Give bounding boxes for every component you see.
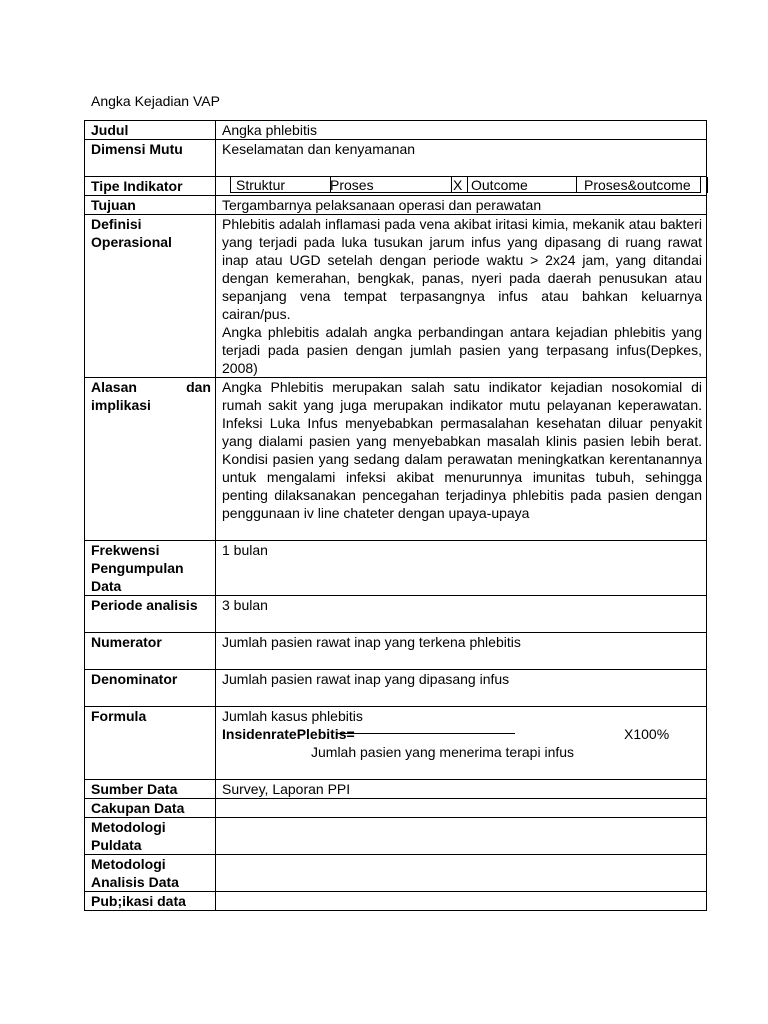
- label-periode-analisis: Periode analisis: [85, 596, 216, 633]
- row-metodologi-analisis: [85, 855, 707, 892]
- row-alasan-implikasi: [85, 378, 707, 541]
- row-tujuan: [85, 196, 707, 215]
- denominator-text: Jumlah pasien rawat inap yang dipasang infus: [222, 671, 510, 687]
- row-metodologi-puldata: [85, 818, 707, 855]
- tipe-option-mark: X: [451, 177, 468, 193]
- label-line: Analisis Data: [91, 874, 179, 890]
- tipe-option-struktur: Struktur: [230, 177, 331, 193]
- value-metodologi-puldata: [216, 818, 707, 855]
- value-judul: Angka phlebitis: [216, 121, 707, 140]
- value-alasan-implikasi: [216, 378, 707, 541]
- fraction-bar: [337, 733, 515, 734]
- value-numerator: [216, 633, 707, 670]
- row-tipe-indikator: [85, 177, 707, 196]
- label-line: Frekwensi: [91, 542, 160, 558]
- tipe-option-proses: Proses: [324, 177, 452, 193]
- formula-multiplier: X100%: [624, 726, 670, 742]
- indicator-table: [84, 120, 707, 911]
- tipe-option-proses-outcome: Proses&outcome: [578, 177, 708, 193]
- label-definisi-operasional: [85, 215, 216, 378]
- value-frekwensi: 1 bulan: [216, 541, 707, 596]
- document-title: Angka Kejadian VAP: [91, 93, 220, 109]
- spacer: [222, 522, 702, 540]
- label-judul: Judul: [85, 121, 216, 140]
- definisi-paragraph-1: Phlebitis adalah inflamasi pada vena akibat iritasi kimia, mekanik atau bakteri yang terjadi pada luka tusukan jarum infus yang dipasang di ruang rawat inap atau UGD setelah dengan periode waktu > 2x24 jam, yang ditandai dengan kemerahan, bengkak, panas, nyeri pada daerah penusukan atau sepanjang vena tempat terpasangnya infus atau bahkan keluarnya cairan/pus.: [222, 216, 702, 322]
- label-line: Metodologi: [91, 819, 166, 835]
- label-publikasi-data: Pub;ikasi data: [85, 892, 216, 911]
- row-dimensi-mutu: [85, 140, 707, 177]
- row-cakupan-data: [85, 799, 707, 818]
- label-tujuan: Tujuan: [85, 196, 216, 215]
- value-cakupan-data: [216, 799, 707, 818]
- numerator-text: Jumlah pasien rawat inap yang terkena phlebitis: [222, 634, 521, 650]
- label-metodologi-analisis: [85, 855, 216, 892]
- label-line: Operasional: [91, 234, 172, 250]
- label-numerator: Numerator: [85, 633, 216, 670]
- value-formula: [216, 707, 707, 780]
- value-metodologi-analisis: [216, 855, 707, 892]
- alasan-text: Angka Phlebitis merupakan salah satu indikator kejadian nosokomial di rumah sakit yang juga merupakan indikator mutu pelayanan keperawatan. Infeksi Luka Infus menyebabkan permasalahan kesehatan diluar penyakit yang dialami pasien yang menyebabkan masalah klinis pasien lebih berat. Kondisi pasien yang sedang dalam perawatan meningkatkan kerentanannya untuk mengalami infeksi akibat menurunnya imunitas tubuh, sehingga penting dilaksanakan pencegahan terjadinya phlebitis pada pasien dengan penggunaan iv line chateter dengan upaya-upaya: [222, 379, 702, 521]
- spacer: [222, 158, 702, 176]
- spacer: [222, 651, 702, 669]
- label-metodologi-puldata: [85, 818, 216, 855]
- periode-text: 3 bulan: [222, 597, 268, 613]
- label-line: implikasi: [91, 397, 151, 413]
- label-line: Alasan dan: [91, 379, 211, 395]
- formula-denominator: Jumlah pasien yang menerima terapi infus: [311, 744, 575, 760]
- value-publikasi-data: [216, 892, 707, 911]
- formula-name: InsidenratePlebitis=: [222, 726, 355, 742]
- value-tujuan: Tergambarnya pelaksanaan operasi dan perawatan: [216, 196, 707, 215]
- label-line: Puldata: [91, 837, 142, 853]
- tipe-options: [222, 177, 702, 195]
- value-definisi-operasional: [216, 215, 707, 378]
- value-denominator: [216, 670, 707, 707]
- label-line: Pengumpulan: [91, 560, 184, 576]
- spacer: [222, 614, 702, 632]
- tipe-option-outcome: Outcome: [467, 177, 577, 193]
- label-formula: Formula: [85, 707, 216, 780]
- value-sumber-data: Survey, Laporan PPI: [216, 780, 707, 799]
- row-denominator: [85, 670, 707, 707]
- label-denominator: Denominator: [85, 670, 216, 707]
- label-line: Data: [91, 578, 122, 594]
- formula-line: [222, 725, 702, 743]
- row-sumber-data: [85, 780, 707, 799]
- label-line: Definisi: [91, 216, 142, 232]
- value-dimensi-mutu: [216, 140, 707, 177]
- row-numerator: [85, 633, 707, 670]
- label-frekwensi: [85, 541, 216, 596]
- label-alasan-implikasi: [85, 378, 216, 541]
- label-line: Metodologi: [91, 856, 166, 872]
- label-cakupan-data: Cakupan Data: [85, 799, 216, 818]
- spacer: [222, 688, 702, 706]
- spacer: [222, 761, 702, 779]
- row-formula: [85, 707, 707, 780]
- label-tipe-indikator: Tipe Indikator: [85, 177, 216, 196]
- dimensi-text: Keselamatan dan kenyamanan: [222, 141, 416, 157]
- label-sumber-data: Sumber Data: [85, 780, 216, 799]
- value-periode-analisis: [216, 596, 707, 633]
- value-tipe-indikator: [216, 177, 707, 196]
- row-periode-analisis: [85, 596, 707, 633]
- label-dimensi-mutu: Dimensi Mutu: [85, 140, 216, 177]
- row-frekwensi: [85, 541, 707, 596]
- row-definisi-operasional: [85, 215, 707, 378]
- definisi-paragraph-2: Angka phlebitis adalah angka perbandingan antara kejadian phlebitis yang terjadi pada pasien dengan jumlah pasien yang terpasang infus(Depkes, 2008): [222, 324, 702, 376]
- row-publikasi-data: [85, 892, 707, 911]
- row-judul: [85, 121, 707, 140]
- formula-numerator: Jumlah kasus phlebitis: [222, 708, 363, 724]
